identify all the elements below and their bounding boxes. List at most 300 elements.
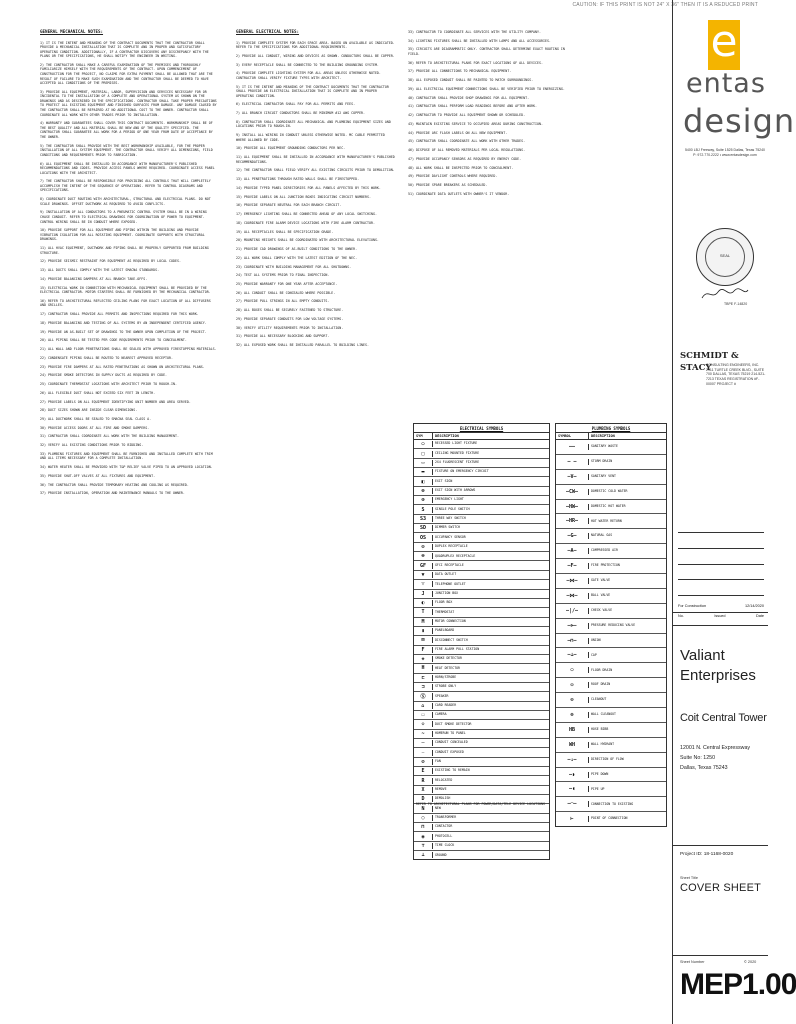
electrical-symbol-glyph: OS [414,535,433,541]
electrical-note: 5) IT IS THE INTENT AND MEANING OF THE CONTRACT DOCUMENTS THAT THE CONTRACTOR SHALL PROVIDE AN ELECTRICAL INSTALLATION THAT IS COMPLETE AND IN PROPER OPERATING CONDITION. [236,84,389,98]
electrical-symbol-glyph: M [414,619,433,625]
electrical-note: 31) PROVIDE ALL NECESSARY BLOCKING AND SUPPORT. [236,334,330,339]
plumbing-symbol-description: PIPE UP [591,786,605,791]
electrical-symbol-glyph: H [414,665,433,671]
electrical-continued-note: 35) CIRCUITS ARE DIAGRAMMATIC ONLY. CONTRACTOR SHALL DETERMINE EXACT ROUTING IN FIELD. [408,47,565,57]
plumbing-symbol-row [556,619,666,634]
electrical-symbol-glyph: ◐ [414,600,433,606]
electrical-note: 25) PROVIDE WARRANTY FOR ONE YEAR AFTER ACCEPTANCE. [236,282,338,286]
plumbing-symbol-row [556,574,666,589]
mechanical-notes-heading: GENERAL MECHANICAL NOTES: [40,29,104,34]
plumbing-symbol-description: CONNECTION TO EXISTING [591,801,634,806]
electrical-note: 29) PROVIDE SEPARATE CONDUITS FOR LOW VOLTAGE SYSTEMS. [236,316,344,321]
plumbing-symbol-glyph: —HW— [556,504,589,510]
brand-name-line2: design [683,102,796,140]
electrical-symbol-glyph: GF [414,563,433,569]
electrical-symbol-row [414,683,549,692]
firm-contact: P: 972.770.2222 • www.entasdesign.com [693,153,757,157]
electrical-symbol-description: EXIT SIGN [435,478,453,483]
electrical-note: 15) PROVIDE LABELS ON ALL JUNCTION BOXES INDICATING CIRCUIT NUMBERS. [236,194,371,199]
plumbing-symbol-row [556,693,666,708]
electrical-symbol-description: OCCUPANCY SENSOR [435,534,466,539]
electrical-symbol-row [414,590,549,599]
plumbing-symbol-glyph: —⊥— [556,652,589,658]
plumbing-symbol-description: UNION [591,637,601,642]
mechanical-note: 9) INSTALLATION OF ALL CONDUCTORS TO A PNEUMATIC CONTROL SYSTEM SHALL BE IN A WIRING CHASE CONDUIT. REFER TO ELECTRICAL DRAWINGS FOR COORDINATION OF POWER TO EQUIPMENT. CONTROL WIRING SHALL BE IN CONDUIT WHERE EXPOSED. [40,210,207,224]
electrical-symbol-glyph: ▮ [414,628,433,634]
electrical-note: 14) PROVIDE TYPED PANEL DIRECTORIES FOR ALL PANELS AFFECTED BY THIS WORK. [236,185,381,190]
plumbing-symbol-description: GATE VALVE [591,578,611,583]
electrical-symbol-glyph: ─ [414,740,433,746]
electrical-symbol-row [414,524,549,533]
electrical-note: 7) ALL BRANCH CIRCUIT CONDUCTORS SHALL BE MINIMUM #12 AWG COPPER. [236,111,366,116]
electrical-symbol-glyph: N [414,806,433,812]
copyright: © 2020 [744,960,757,964]
electrical-note: 13) ALL PENETRATIONS THROUGH RATED WALLS SHALL BE FIRESTOPPED. [236,177,360,182]
electrical-symbol-glyph: D [414,796,433,802]
electrical-symbol-description: THERMOSTAT [435,609,455,614]
mechanical-note: 17) CONTRACTOR SHALL PROVIDE ALL PERMITS AND INSPECTIONS REQUIRED FOR THIS WORK. [40,312,199,317]
mechanical-note: 13) ALL DUCTS SHALL COMPLY WITH THE LATEST SMACNA STANDARDS. [40,268,160,273]
description-column-header: DESCRIPTION [591,434,615,438]
electrical-note: 23) COORDINATE WITH BUILDING MANAGEMENT FOR ALL SHUTDOWNS. [236,264,352,269]
plumbing-symbol-row [556,604,666,619]
electrical-note: 18) COORDINATE FIRE ALARM DEVICE LOCATIONS WITH FIRE ALARM CONTRACTOR. [236,220,375,225]
electrical-symbol-description: EXISTING TO REMAIN [435,768,470,773]
mechanical-note: 1) IT IS THE INTENT AND MEANING OF THE CONTRACT DOCUMENTS THAT THE CONTRACTOR SHALL PROVIDE A MECHANICAL INSTALLATION THAT IS COMPLETE AND IN PROPER AND SATISFACTORY OPERATING CONDITION. ADDITIONALLY, IF A CONTRACTOR DISCOVERS ANY DISCREPANCY WITH THE PLANS OR THE SPECIFICATIONS, HE SHALL NOTIFY THE ENGINEER IN WRITING. [40,40,209,59]
mechanical-note: 36) THE CONTRACTOR SHALL PROVIDE TEMPORARY HEATING AND COOLING AS REQUIRED. [40,482,189,487]
electrical-symbol-glyph: ⊕ [414,497,433,503]
plumbing-symbol-row [556,678,666,693]
electrical-symbol-description: CAMERA [435,712,447,717]
plumbing-symbol-row [556,634,666,649]
electrical-notes-continued [408,30,578,201]
plumbing-symbol-description: CHECK VALVE [591,607,613,612]
plumbing-symbol-glyph: —⊳— [556,623,589,629]
electrical-symbol-row [414,832,549,841]
mechanical-note: 19) PROVIDE AN AS-BUILT SET OF DRAWINGS TO THE OWNER UPON COMPLETION OF THE PROJECT. [40,329,207,334]
mechanical-note: 37) PROVIDE INSTALLATION, OPERATION AND MAINTENANCE MANUALS TO THE OWNER. [40,491,185,496]
plumbing-symbol-glyph: —— [556,444,589,450]
electrical-symbol-glyph: ▼ [414,572,433,578]
electrical-symbol-row [414,720,549,729]
plumbing-symbol-row [556,589,666,604]
mechanical-note: 24) PROVIDE SMOKE DETECTORS IN SUPPLY DUCTS AS REQUIRED BY CODE. [40,373,168,378]
electrical-symbol-row [414,851,549,859]
plumbing-symbol-description: STORM DRAIN [591,459,613,464]
electrical-symbol-description: FIRE ALARM PULL STATION [435,646,480,651]
signature [700,286,750,302]
consultant-name: CONSULTING ENGINEERS, INC. [706,363,760,367]
electrical-continued-note: 39) ALL ELECTRICAL EQUIPMENT CONNECTIONS SHALL BE VERIFIED PRIOR TO ENERGIZING. [408,86,565,91]
plumbing-symbol-glyph: —◠— [556,801,589,807]
electrical-symbol-row [414,711,549,720]
plumbing-symbol-row [556,514,666,529]
electrical-symbol-glyph: ⊘ [414,759,433,765]
electrical-symbol-description: THREE WAY SWITCH [435,516,466,521]
electrical-symbol-description: RECESSED LIGHT FIXTURE [435,441,478,446]
electrical-symbol-description: PANELBOARD [435,628,455,633]
plumbing-symbol-row [556,768,666,783]
electrical-note: 30) VERIFY UTILITY REQUIREMENTS PRIOR TO INSTALLATION. [236,325,344,330]
electrical-continued-note: 49) PROVIDE DAYLIGHT CONTROLS WHERE REQUIRED. [408,174,498,179]
seal-code: TBPE F-14820 [724,302,748,306]
electrical-continued-note: 45) CONTRACTOR SHALL COORDINATE ALL WORK WITH OTHER TRADES. [408,139,526,144]
electrical-note: 11) ALL EQUIPMENT SHALL BE INSTALLED IN ACCORDANCE WITH MANUFACTURER'S PUBLISHED RECOMMENDATIONS. [236,155,395,164]
electrical-symbol-row [414,618,549,627]
electrical-symbol-glyph: ◇ [414,721,433,727]
electrical-symbol-description: CARD READER [435,703,457,707]
electrical-symbol-description: EXIT SIGN WITH ARROWS [435,488,476,493]
plumbing-symbol-row [556,723,666,738]
electrical-note: 1) PROVIDE COMPLETE SYSTEM FOR EACH SPACE AREA. BASED ON AVAILABLE AS INDICATED. REFER TO THE SPECIFICATIONS FOR ADDITIONAL REQUIREMENTS. [236,40,395,50]
electrical-symbol-description: CONDUIT EXPOSED [435,749,464,754]
issue-date: 12/14/2020 [744,604,764,608]
electrical-symbol-description: TRANSFORMER [435,815,457,820]
project-address [680,743,750,773]
electrical-symbol-description: NEW [435,805,441,810]
plumbing-symbol-description: FIRE PROTECTION [591,563,620,568]
mechanical-note: 27) PROVIDE LABELS ON ALL EQUIPMENT IDENTIFYING UNIT NUMBER AND AREA SERVED. [40,399,191,404]
revision-lines [678,532,764,611]
electrical-note: 2) PROVIDE ALL CONDUIT, WIRING AND DEVICES AS SHOWN. CONDUCTORS SHALL BE COPPER. [236,53,395,58]
electrical-symbol-glyph: ◧ [414,479,433,485]
electrical-symbol-description: HORN/STROBE [435,674,457,679]
project-id: Project ID: 18-1168-0020 [680,852,734,857]
project-name: Valiant Enterprises [680,647,756,684]
electrical-note: 10) PROVIDE ALL EQUIPMENT GROUNDING CONDUCTORS PER NEC. [236,146,346,151]
plumbing-symbol-row [556,559,666,574]
electrical-symbol-row [414,655,549,664]
electrical-notes-continued-list [408,30,578,196]
electrical-symbol-glyph: ⊥ [414,852,433,858]
plumbing-symbol-row [556,500,666,515]
electrical-continued-note: 40) CONTRACTOR SHALL PROVIDE SHOP DRAWINGS FOR ALL EQUIPMENT. [408,95,530,100]
plumbing-symbols-rows [556,440,666,826]
plumbing-symbol-description: COMPRESSED AIR [591,548,618,553]
electrical-symbol-description: TIME CLOCK [435,843,455,848]
electrical-symbol-glyph: ⊏ [414,675,433,681]
electrical-symbol-row [414,552,549,561]
electrical-symbol-row [414,571,549,580]
electrical-continued-note: 36) REFER TO ARCHITECTURAL PLANS FOR EXACT LOCATIONS OF ALL DEVICES. [408,60,543,65]
mechanical-notes [40,30,218,500]
mechanical-note: 20) ALL PIPING SHALL BE TESTED PER CODE REQUIREMENTS PRIOR TO CONCEALMENT. [40,338,187,343]
electrical-continued-note: 47) PROVIDE OCCUPANCY SENSORS AS REQUIRED BY ENERGY CODE. [408,156,522,161]
plumbing-symbol-glyph: —◖ [556,786,589,792]
plumbing-symbol-glyph: —⋈— [556,593,589,599]
electrical-symbol-glyph: ▬ [414,469,433,475]
mechanical-note: 8) COORDINATE DUCT ROUTING WITH ARCHITECTURAL, STRUCTURAL AND ELECTRICAL PLANS. DO NOT SCALE DRAWINGS. OFFSET DUCTWORK AS REQUIRED TO AVOID CONFLICTS. [40,197,211,206]
electrical-continued-note: 48) ALL WORK SHALL BE INSPECTED PRIOR TO CONCEALMENT. [408,165,514,170]
mechanical-note: 22) CONDENSATE PIPING SHALL BE ROUTED TO NEAREST APPROVED RECEPTOR. [40,355,173,360]
electrical-symbols-rows [414,440,549,859]
building-name: Coit Central Tower [680,712,767,724]
plumbing-symbol-row [556,455,666,470]
electrical-symbol-description: DISCONNECT SWITCH [435,637,468,642]
plumbing-symbol-description: CAP [591,652,597,657]
electrical-symbol-description: QUADRUPLEX RECEPTACLE [435,553,476,558]
electrical-symbol-glyph: S [414,507,433,513]
plumbing-symbol-description: CLEANOUT [591,697,607,702]
plumbing-symbols-header [556,433,666,440]
plumbing-symbol-description: DIRECTION OF FLOW [591,756,624,761]
mechanical-note: 33) PLUMBING FIXTURES AND EQUIPMENT SHALL BE FURNISHED AND INSTALLED COMPLETE WITH TRIM AND ALL ITEMS NECESSARY FOR A COMPLETE INSTALLATION. [40,451,213,461]
electrical-symbol-glyph: ~ [414,731,433,737]
electrical-symbol-description: GFCI RECEPTACLE [435,562,464,567]
electrical-note: 24) TEST ALL SYSTEMS PRIOR TO FINAL INSPECTION. [236,273,330,278]
electrical-notes [236,30,396,352]
mechanical-note: 2) THE CONTRACTOR SHALL MAKE A CAREFUL EXAMINATION OF THE PREMISES AND THOROUGHLY FAMILIARIZE HIMSELF WITH THE REQUIREMENTS OF THE CONTRACT. UPON COMMENCEMENT OF CONSTRUCTION FOR THE PROJECT, NO CLAIMS FOR EXTRA PAYMENT SHALL BE ALLOWED THAT ARE THE RESULT OF FAILURE TO MAKE SUCH EXAMINATION AND THE CONTRACTOR SHALL BE DEEMED TO HAVE ACCEPTED ALL CONDITIONS OF THE PREMISES. [40,62,213,86]
mechanical-notes-list [40,41,218,496]
electrical-symbols-title: ELECTRICAL SYMBOLS [414,424,549,433]
plumbing-symbol-description: DOMESTIC COLD WATER [591,488,628,493]
seal-label: SEAL [719,253,731,258]
plumbing-symbol-glyph: – – [556,459,589,465]
electrical-symbol-row [414,646,549,655]
plumbing-symbol-glyph: —F— [556,563,589,569]
plumbing-symbol-description: NATURAL GAS [591,533,613,538]
mechanical-note: 11) ALL HVAC EQUIPMENT, DUCTWORK AND PIPING SHALL BE PROPERLY SUPPORTED FROM BUILDING STRUCTURE. [40,246,209,255]
mechanical-note: 14) PROVIDE BALANCING DAMPERS AT ALL BRANCH TAKE-OFFS. [40,276,148,281]
firm-street: 5400 LBJ Freeway, Suite 1525 Dallas, Texas 75240 [684,148,766,152]
plumbing-symbol-description: WALL CLEANOUT [591,712,616,717]
electrical-symbol-description: PHOTOCELL [435,833,453,838]
mechanical-note: 5) THE CONTRACTOR SHALL PROVIDE WITH THE BEST WORKMANSHIP AVAILABLE, FOR THE PROPER INSTALLATION OF ALL SYSTEM EQUIPMENT. THE CONTRACTOR SHALL VERIFY ALL DIMENSIONS, FIELD CONDITIONS AND REQUIREMENTS PRIOR TO FABRICATION. [40,143,213,157]
plumbing-symbol-glyph: —G— [556,533,589,539]
electrical-note: 12) THE CONTRACTOR SHALL FIELD VERIFY ALL EXISTING CIRCUITS PRIOR TO DEMOLITION. [236,168,395,173]
electrical-symbols-header [414,433,549,440]
mechanical-note: 23) PROVIDE FIRE DAMPERS AT ALL RATED PENETRATIONS AS SHOWN ON ARCHITECTURAL PLANS. [40,364,205,369]
mechanical-note: 6) ALL EQUIPMENT SHALL BE INSTALLED IN ACCORDANCE WITH MANUFACTURER'S PUBLISHED RECOMMENDATIONS AND CODES. PROVIDE ACCESS PANELS WHERE REQUIRED. COORDINATE ACCESS PANEL LOCATIONS WITH THE ARCHITECT. [40,161,215,175]
electrical-symbol-description: SMOKE DETECTOR [435,656,462,661]
electrical-symbol-description: STROBE ONLY [435,684,457,689]
plumbing-symbol-glyph: ○ [556,667,589,673]
electrical-symbol-description: SPEAKER [435,693,449,698]
plumbing-symbol-glyph: —A— [556,548,589,554]
electrical-symbol-description: SINGLE POLE SWITCH [435,506,470,511]
plumbing-symbol-description: SANITARY WASTE [591,444,618,449]
electrical-continued-note: 46) DISPOSE OF ALL REMOVED MATERIALS PER LOCAL REGULATIONS. [408,148,526,153]
electrical-continued-note: 34) LIGHTING FIXTURES SHALL BE INSTALLED WITH LAMPS AND ALL ACCESSORIES. [408,38,551,43]
electrical-note: 21) PROVIDE CAD DRAWINGS OF AS-BUILT CONDITIONS TO THE OWNER. [236,247,358,252]
symbol-column-header: SYMBOL [556,433,589,439]
mechanical-note: 16) REFER TO ARCHITECTURAL REFLECTED CEILING PLANS FOR EXACT LOCATION OF ALL DIFFUSERS AND GRILLES. [40,298,211,308]
electrical-symbol-row [414,730,549,739]
mechanical-note: 4) WARRANTY AND GUARANTEES SHALL COVER THIS CONTRACT DOCUMENTS. WORKMANSHIP SHALL BE OF THE BEST QUALITY AND ALL MATERIAL SHALL BE NEW AND OF THE QUALITY SPECIFIED. THE CONTRACTOR SHALL GUARANTEE ALL WORK FOR A PERIOD OF ONE YEAR FROM DATE OF ACCEPTANCE BY THE OWNER. [40,121,213,139]
electrical-note: 6) ELECTRICAL CONTRACTOR SHALL PAY FOR ALL PERMITS AND FEES. [236,102,356,107]
electrical-symbol-row [414,767,549,776]
issue-row [678,604,764,608]
electrical-continued-note: 38) ALL EXPOSED CONDUIT SHALL BE PAINTED TO MATCH SURROUNDINGS. [408,78,534,83]
plumbing-symbol-description: HOT WATER RETURN [591,518,622,523]
electrical-symbol-glyph: E [414,768,433,774]
mechanical-note: 35) PROVIDE SHUT-OFF VALVES AT ALL FIXTURES AND EQUIPMENT. [40,473,156,478]
electrical-symbol-description: CEILING MOUNTED FIXTURE [435,450,480,455]
address-line-2: Suite No: 1250 [680,755,716,761]
electrical-symbol-row [414,608,549,617]
electrical-note: 27) PROVIDE PULL STRINGS IN ALL EMPTY CONDUITS. [236,299,330,304]
electrical-continued-note: 33) CONTRACTOR TO COORDINATE ALL SERVICES WITH THE UTILITY COMPANY. [408,30,541,34]
mechanical-note: 3) PROVIDE ALL EQUIPMENT, MATERIAL, LABOR, SUPERVISION AND SERVICES NECESSARY FOR OR INCIDENTAL TO THE INSTALLATION OF A COMPLETE AND OPERATIONAL SYSTEM AS SHOWN ON THE DRAWINGS AND AS DESCRIBED IN THE SPECIFICATIONS. CONTRACTOR SHALL TAKE PROPER PRECAUTIONS TO PROTECT ALL EXISTING EQUIPMENT AND FINISHED SURFACES FROM DAMAGE. ANY DAMAGE CAUSED BY THE CONTRACTOR SHALL BE REPAIRED AT NO ADDITIONAL COST TO THE OWNER. CONTRACTOR SHALL COORDINATE ALL WORK WITH OTHER TRADES PRIOR TO INSTALLATION. [40,89,217,117]
electrical-symbol-glyph: ⊖ [414,544,433,550]
electrical-symbol-glyph: ⌂ [414,703,433,709]
electrical-symbol-row [414,674,549,683]
electrical-note: 4) PROVIDE COMPLETE LIGHTING SYSTEM FOR ALL AREAS UNLESS OTHERWISE NOTED. CONTRACTOR SHALL VERIFY FIXTURE TYPES WITH ARCHITECT. [236,71,381,80]
electrical-symbol-description: CONTACTOR [435,824,453,829]
electrical-symbol-glyph: S3 [414,516,433,522]
pid-divider [672,845,768,846]
electrical-continued-note: 41) CONTRACTOR SHALL PERFORM LOAD READINGS BEFORE AND AFTER WORK. [408,104,538,109]
electrical-note: 17) EMERGENCY LIGHTING SHALL BE CONNECTED AHEAD OF ANY LOCAL SWITCHING. [236,212,377,217]
col-date: Date [755,614,764,618]
electrical-symbol-description: GROUND [435,852,447,857]
plumbing-symbol-description: PRESSURE REDUCING VALVE [591,622,636,627]
electrical-symbol-description: DEMOLISH [435,796,451,801]
electrical-symbol-description: DATA OUTLET [435,572,457,577]
plumbing-symbol-glyph: —|/— [556,608,589,614]
plumbing-symbol-row [556,440,666,455]
electrical-symbol-glyph: ○ [414,441,433,447]
plumbing-symbol-glyph: WH [556,742,589,748]
electrical-symbol-row [414,786,549,795]
plumbing-symbol-glyph: —HR— [556,518,589,524]
revision-header [678,614,764,618]
logo-letter: e [710,16,738,67]
electrical-symbols-table [413,423,550,860]
electrical-symbol-glyph: ⊐ [414,684,433,690]
mechanical-note: 18) PROVIDE BALANCING AND TESTING OF ALL SYSTEMS BY AN INDEPENDENT CERTIFIED AGENCY. [40,320,207,325]
electrical-symbol-row [414,842,549,851]
col-issued: Issued [714,614,726,618]
brand-name-line1: entas [686,68,766,99]
electrical-symbol-row [414,487,549,496]
electrical-symbol-row [414,739,549,748]
electrical-note: 20) MOUNTING HEIGHTS SHALL BE COORDINATED WITH ARCHITECTURAL ELEVATIONS. [236,238,379,243]
electrical-note: 32) ALL EXPOSED WORK SHALL BE INSTALLED PARALLEL TO BUILDING LINES. [236,343,369,348]
electrical-notes-list [236,41,396,348]
issue-divider [672,612,768,613]
electrical-continued-note: 42) CONTRACTOR TO PROVIDE ALL EQUIPMENT SHOWN OR SCHEDULED. [408,113,526,118]
plumbing-symbol-glyph: HB [556,727,589,733]
consultant-logo: SCHMIDT & STACY [680,351,739,373]
electrical-symbol-row [414,505,549,514]
plumbing-symbol-glyph: —◗ [556,772,589,778]
electrical-symbol-glyph: ◈ [414,656,433,662]
electrical-symbol-glyph: ⊗ [414,488,433,494]
electrical-symbol-description: HEAT DETECTOR [435,665,460,670]
electrical-symbol-description: CONDUIT CONCEALED [435,740,468,745]
electrical-symbol-row [414,468,549,477]
electrical-symbol-row [414,477,549,486]
plumbing-symbol-description: POINT OF CONNECTION [591,816,628,821]
plumbing-symbol-row [556,470,666,485]
electrical-symbol-glyph: ⊠ [414,637,433,643]
mechanical-note: 32) VERIFY ALL EXISTING CONDITIONS PRIOR TO BIDDING. [40,443,144,448]
plumbing-symbol-glyph: ⊚ [556,712,589,718]
plumbing-symbol-glyph: ⊙ [556,697,589,703]
electrical-symbol-glyph: F [414,647,433,653]
plumbing-symbol-description: ROOF DRAIN [591,682,611,687]
col-no: No. [678,614,684,618]
electrical-continued-note: 43) MAINTAIN EXISTING SERVICE TO OCCUPIED AREAS DURING CONSTRUCTION. [408,121,543,126]
project-divider [672,625,768,626]
electrical-symbol-row [414,823,549,832]
electrical-symbol-description: JUNCTION BOX [435,590,459,595]
electrical-note: 8) CONTRACTOR SHALL COORDINATE ALL MECHANICAL AND PLUMBING EQUIPMENT SIZES AND LOCATIONS PRIOR TO ROUGH-IN. [236,119,391,129]
electrical-symbol-description: REMOVE [435,787,447,792]
electrical-symbol-description: DUCT SMOKE DETECTOR [435,721,472,726]
mechanical-note: 7) THE CONTRACTOR SHALL BE RESPONSIBLE FOR PROVIDING ALL CONTROLS THAT WILL COMPLETELY ACCOMPLISH THE INTENT OF THE SEQUENCE OF OPERATIONS. REFER TO CONTROL DIAGRAMS AND SPECIFICATIONS. [40,179,211,193]
plumbing-symbol-description: FLOOR DRAIN [591,667,613,672]
electrical-symbol-row [414,440,549,449]
mechanical-note: 30) PROVIDE ACCESS DOORS AT ALL FIRE AND SMOKE DAMPERS. [40,425,150,430]
plumbing-symbol-row [556,753,666,768]
mechanical-note: 15) ELECTRICAL WORK IN CONNECTION WITH MECHANICAL EQUIPMENT SHALL BE PROVIDED BY THE ELECTRICAL CONTRACTOR. MOTOR STARTERS SHALL BE FURNISHED BY THE MECHANICAL CONTRACTOR. [40,285,211,295]
plumbing-symbol-glyph: ◎ [556,682,589,688]
electrical-symbol-description: FAN [435,759,441,764]
plumbing-symbol-row [556,782,666,797]
sheet-number: MEP1.00 [680,968,796,1001]
electrical-symbol-glyph: X [414,787,433,793]
electrical-symbol-glyph: Ⓢ [414,693,433,700]
electrical-symbol-description: RELOCATED [435,777,453,782]
electrical-note: 22) ALL WORK SHALL COMPLY WITH THE LATEST EDITION OF THE NEC. [236,255,358,260]
electrical-symbol-description: EMERGENCY LIGHT [435,497,464,502]
sheet-number-label: Sheet Number [680,960,705,964]
consultant-info [706,363,768,387]
plumbing-symbol-description: HOSE BIBB [591,727,609,732]
electrical-symbol-description: 2X4 FLUORESCENT FIXTURE [435,460,480,465]
electrical-continued-note: 50) PROVIDE SPARE BREAKERS AS SCHEDULED. [408,183,488,188]
electrical-symbols-footnote: REFER TO ARCHITECTURAL PLANS FOR POWER/DATA/TELE DEVICE LOCATIONS [415,802,546,806]
mechanical-note: 12) PROVIDE SEISMIC RESTRAINT FOR EQUIPMENT AS REQUIRED BY LOCAL CODES. [40,259,181,264]
symbol-column-header: SYM [414,433,433,439]
address-line-3: Dallas, Texas 75243 [680,765,728,771]
plumbing-symbol-description: PIPE DOWN [591,771,609,776]
plumbing-symbol-row [556,663,666,678]
plumbing-symbol-glyph: —↓— [556,757,589,763]
electrical-symbol-row [414,543,549,552]
sheet-title-label: Sheet Title [680,876,698,880]
plumbing-symbol-glyph: ⊢ [556,816,589,822]
electrical-symbol-glyph: ▭ [414,460,433,466]
plumbing-symbol-description: WALL HYDRANT [591,741,615,746]
engineer-seal [696,228,754,286]
entas-logo-mark [708,16,740,70]
mechanical-note: 25) COORDINATE THERMOSTAT LOCATIONS WITH ARCHITECT PRIOR TO ROUGH-IN. [40,382,177,387]
electrical-symbol-glyph: ⊜ [414,553,433,559]
electrical-continued-note: 37) PROVIDE ALL CONNECTIONS TO MECHANICAL EQUIPMENT. [408,69,512,74]
electrical-symbol-row [414,627,549,636]
electrical-symbol-glyph: ◯ [414,815,433,821]
firm-address [683,148,767,158]
electrical-note: 9) INSTALL ALL WIRING IN CONDUIT UNLESS OTHERWISE NOTED. MC CABLE PERMITTED WHERE ALLOWED BY CODE. [236,133,385,142]
electrical-continued-note: 44) PROVIDE ARC FLASH LABELS ON ALL NEW EQUIPMENT. [408,130,508,135]
electrical-symbol-description: HOMERUN TO PANEL [435,731,466,736]
mechanical-note: 28) DUCT SIZES SHOWN ARE INSIDE CLEAR DIMENSIONS. [40,408,138,413]
electrical-symbol-description: FLOOR BOX [435,600,453,605]
electrical-symbol-row [414,580,549,589]
electrical-symbol-row [414,636,549,645]
electrical-symbol-row [414,449,549,458]
plumbing-symbol-row [556,738,666,753]
electrical-note: 16) PROVIDE SEPARATE NEUTRAL FOR EACH BRANCH CIRCUIT. [236,203,342,208]
electrical-symbol-row [414,561,549,570]
plumbing-symbol-row [556,529,666,544]
electrical-symbol-row [414,692,549,701]
electrical-symbol-row [414,748,549,757]
